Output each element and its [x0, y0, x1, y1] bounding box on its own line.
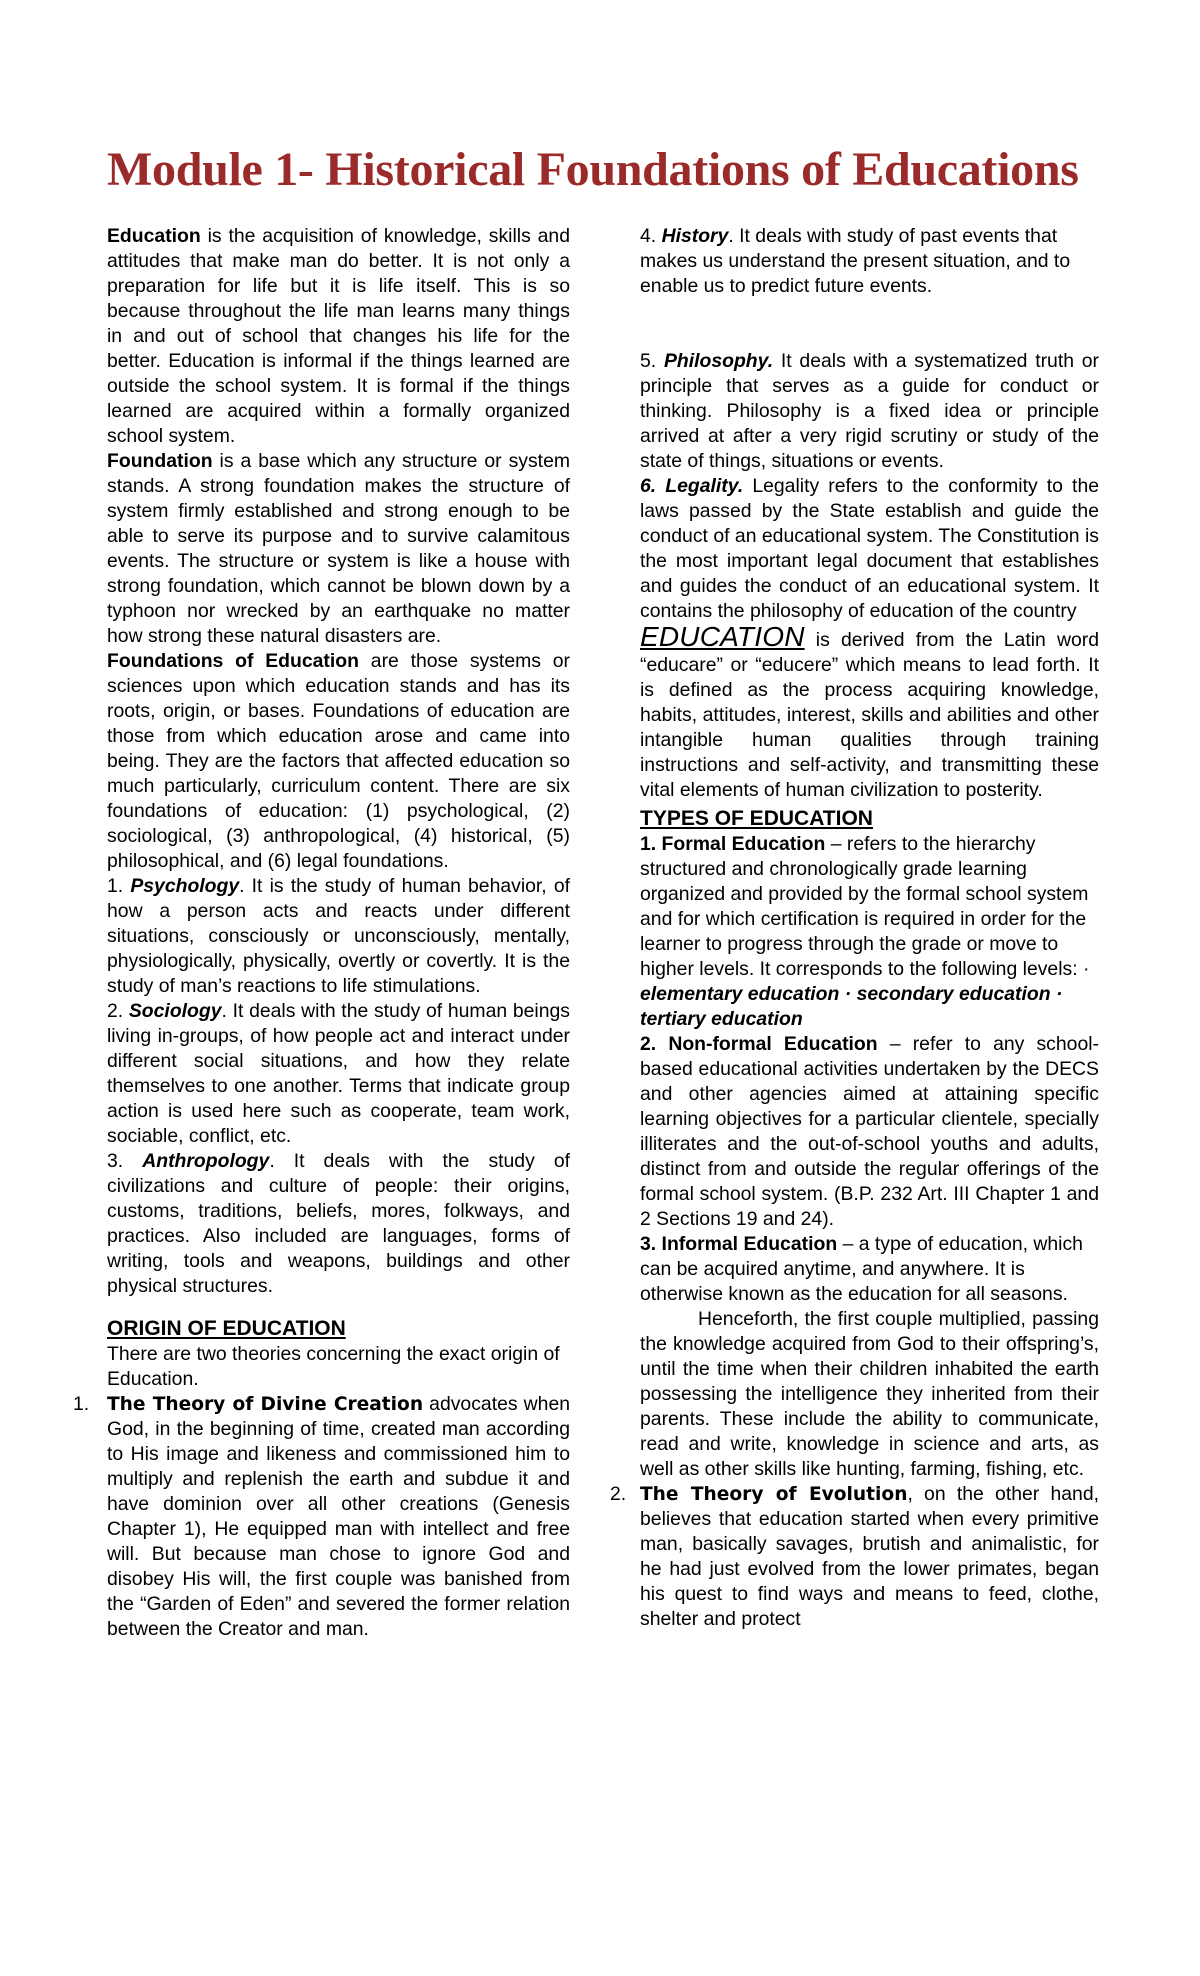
history-item	[640, 224, 1099, 299]
foundations-of-education-definition	[107, 649, 570, 874]
foundations-of-education-text: are those systems or sciences upon which education stands and has its roots, origin, or bases. Foundations of education are those from which education arose and came into being. They are the factors that affected education so much particularly, curriculum content. There are six foundations of education: (1) psychological, (2) sociological, (3) anthropological, (4) historical, (5) philosophical, and (6) legal foundations.	[107, 650, 570, 872]
education-etymology-text: is derived from the Latin word “educare” or “educere” which means to lead forth. It is defined as the process acquiring knowledge, habits, attitudes, interest, skills and abilities and other intangible human qualities through training instructions and self-activity, and transmitting these vital elements of human civilization to posterity.	[640, 629, 1100, 801]
anthropology-number: 3.	[107, 1150, 124, 1172]
divine-creation-text: advocates when God, in the beginning of time, created man according to His image and likeness and commissioned him to multiply and replenish the earth and subdue it and have dominion over all other creations (Genesis Chapter 1), He equipped man with intellect and free will. But because man chose to ignore God and disobey His will, the first couple was banished from the “Garden of Eden” and severed the former relation between the Creator and man.	[107, 1393, 571, 1640]
philosophy-text: It deals with a systematized truth or principle that serves as a guide for conduct or thinking. Philosophy is a fixed idea or principle arrived at after a very rigid scrutiny or study of the state of things, situations or events.	[640, 350, 1100, 472]
education-word: EDUCATION	[640, 621, 805, 652]
formal-education-text: – refers to the hierarchy structured and chronologically grade learning organized and provided by the formal school system and for which certification is required in order for the learner to progress through the grade or move to higher levels. It corresponds to the following levels: ·	[640, 833, 1090, 980]
evolution-marker: 2.	[610, 1483, 627, 1505]
nonformal-education-term: 2. Non-formal Education	[640, 1033, 878, 1055]
origin-heading: ORIGIN OF EDUCATION	[107, 1317, 346, 1340]
sociology-text: . It deals with the study of human beings living in-groups, of how people act and interact under different social situations, and how they relate themselves to one another. Terms that indicate group action is used here such as cooperate, team work, sociable, conflict, etc.	[107, 1000, 570, 1147]
formal-education-levels: elementary education · secondary education · tertiary education	[640, 983, 1063, 1030]
nonformal-education-text: – refer to any school-based educational activities undertaken by the DECS and other agencies aimed at attaining specific learning objectives for a particular clientele, specially illiterates and the out-of-school youths and adults, distinct from and outside the regular offerings of the formal school system. (B.P. 232 Art. III Chapter 1 and 2 Sections 19 and 24).	[640, 1033, 1099, 1230]
history-number: 4.	[640, 225, 657, 247]
formal-education-term: 1. Formal Education	[640, 833, 826, 855]
philosophy-item	[640, 349, 1099, 474]
legality-text: Legality refers to the conformity to the laws passed by the State establish and guide the conduct of an educational system. The Constitution is the most important legal document that establishes and guides the conduct of an educational system. It contains the philosophy of education of the country	[640, 475, 1100, 622]
psychology-term: Psychology	[130, 875, 240, 897]
origin-intro: There are two theories concerning the exact origin of Education.	[107, 1343, 560, 1390]
legality-term: 6. Legality.	[640, 475, 744, 497]
philosophy-term: Philosophy.	[663, 350, 774, 372]
types-heading: TYPES OF EDUCATION	[640, 807, 873, 830]
divine-creation-item	[73, 1392, 571, 1642]
education-etymology	[640, 621, 1100, 803]
foundation-definition	[107, 449, 570, 649]
evolution-item	[610, 1482, 1100, 1632]
informal-education-term: 3. Informal Education	[640, 1233, 838, 1255]
henceforth-paragraph: Henceforth, the first couple multiplied, passing the knowledge acquired from God to their offspring’s, until the time when their children inhabited the earth possessing the intelligence they inherited from their parents. These include the ability to communicate, read and write, knowledge in science and arts, as well as other skills like hunting, farming, fishing, etc.	[640, 1308, 1099, 1480]
evolution-text: , on the other hand, believes that education started when every primitive man, basically savages, brutish and animalistic, for he had just evolved from the lower primates, began his quest to find ways and means to feed, clothe, shelter and protect	[640, 1483, 1100, 1630]
formal-education-item	[640, 832, 1099, 1032]
informal-education-text: – a type of education, which can be acquired anytime, and anywhere. It is otherwise known as the education for all seasons.	[640, 1233, 1083, 1305]
foundations-of-education-term: Foundations of Education	[107, 650, 359, 672]
anthropology-item	[107, 1149, 570, 1299]
philosophy-number: 5.	[640, 350, 657, 372]
page-title: Module 1- Historical Foundations of Educations	[107, 143, 1079, 196]
psychology-number: 1.	[107, 875, 124, 897]
informal-education-item	[640, 1232, 1099, 1307]
foundation-term: Foundation	[107, 450, 213, 472]
education-term: Education	[107, 225, 201, 247]
evolution-term: The Theory of Evolution	[640, 1484, 908, 1505]
nonformal-education-item	[640, 1032, 1099, 1232]
divine-creation-term: The Theory of Divine Creation	[107, 1394, 424, 1415]
left-column	[73, 224, 571, 1642]
history-text: . It deals with study of past events that makes us understand the present situation, and to enable us to predict future events.	[640, 225, 1071, 297]
right-column	[610, 224, 1100, 1632]
sociology-item	[107, 999, 570, 1149]
foundation-text: is a base which any structure or system stands. A strong foundation makes the structure of system firmly established and strong enough to be able to serve its purpose and to survive calamitous events. The structure or system is like a house with strong foundation, which cannot be blown down by a typhoon nor wrecked by an earthquake no matter how strong these natural disasters are.	[107, 450, 571, 647]
anthropology-term: Anthropology	[142, 1150, 270, 1172]
history-term: History	[661, 225, 729, 247]
sociology-term: Sociology	[128, 1000, 222, 1022]
psychology-text: . It is the study of human behavior, of how a person acts and reacts under different situations, consciously or unconsciously, mentally, physiologically, physically, overtly or covertly. It is the study of man’s reactions to life stimulations.	[107, 875, 570, 997]
education-definition	[107, 224, 570, 449]
divine-creation-marker: 1.	[73, 1393, 90, 1415]
sociology-number: 2.	[107, 1000, 124, 1022]
education-text: is the acquisition of knowledge, skills and attitudes that make man do better. It is not only a preparation for life but it is life itself. This is so because throughout the life man learns many things in and out of school that changes his life for the better. Education is informal if the things learned are outside the school system. It is formal if the things learned are acquired within a formally organized school system.	[107, 225, 571, 447]
legality-item	[640, 474, 1099, 624]
anthropology-text: . It deals with the study of civilizations and culture of people: their origins, customs, traditions, beliefs, mores, folkways, and practices. Also included are languages, forms of writing, tools and weapons, buildings and other physical structures.	[107, 1150, 570, 1297]
psychology-item	[107, 874, 570, 999]
